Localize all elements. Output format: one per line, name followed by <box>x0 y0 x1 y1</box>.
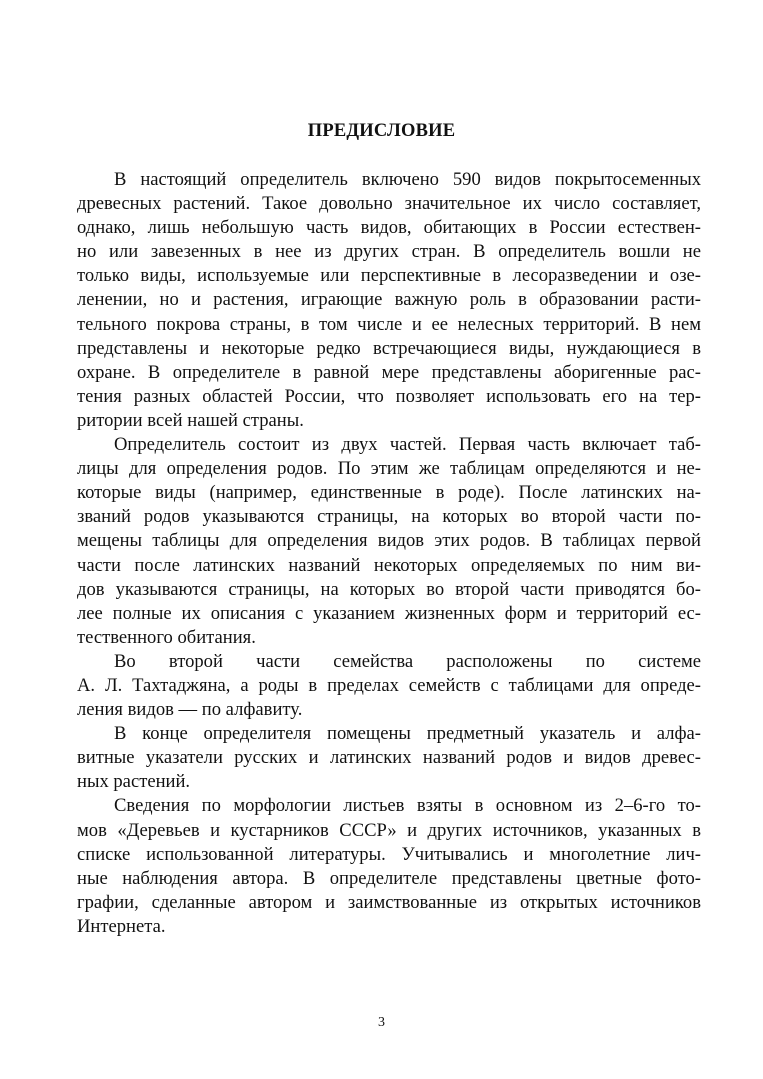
paragraph-families <box>77 650 701 722</box>
text-line: тественного обитания. <box>77 626 256 648</box>
text-line: мещены таблицы для определения видов этих родов. В таблицах первой <box>77 530 701 552</box>
text-line: охране. В определителе в равной мере представлены аборигенные рас- <box>77 361 701 383</box>
text-line: тельного покрова страны, в том числе и ее нелесных территорий. В нем <box>77 313 701 335</box>
text-line: однако, лишь небольшую часть видов, обитающих в России естествен- <box>77 217 701 239</box>
text-line: дов указываются страницы, на которых во второй части приводятся бо- <box>77 578 701 600</box>
text-line: В конце определителя помещены предметный указатель и алфа- <box>114 723 701 745</box>
text-line: витные указатели русских и латинских названий родов и видов древес- <box>77 747 701 769</box>
text-line: лее полные их описания с указанием жизненных форм и территорий ес- <box>77 602 701 624</box>
text-line: которые виды (например, единственные в роде). После латинских на- <box>77 482 701 504</box>
text-line: ритории всей нашей страны. <box>77 409 304 431</box>
text-line: Сведения по морфологии листьев взяты в основном из 2–6-го то- <box>114 795 701 817</box>
text-line: В настоящий определитель включено 590 видов покрытосеменных <box>114 169 701 190</box>
text-line: тения разных областей России, что позволяет использовать его на тер- <box>77 385 701 407</box>
text-line: ные наблюдения автора. В определителе представлены цветные фото- <box>77 867 701 889</box>
text-line: лицы для определения родов. По этим же таблицам определяются и не- <box>77 458 701 480</box>
text-line: списке использованной литературы. Учитывались и многолетние лич- <box>77 843 701 865</box>
text-line: Во второй части семейства расположены по системе <box>114 650 701 672</box>
page-title: ПРЕДИСЛОВИЕ <box>307 121 456 141</box>
text-line: но или завезенных в нее из других стран. В определитель вошли не <box>77 241 701 263</box>
text-line: представлены и некоторые редко встречающиеся виды, нуждающиеся в <box>77 337 701 359</box>
text-line: древесных растений. Такое довольно значительное их число составляет, <box>77 193 701 215</box>
text-line: Определитель состоит из двух частей. Первая часть включает таб- <box>114 434 701 456</box>
text-line: А. Л. Тахтаджяна, а роды в пределах семейств с таблицами для опреде- <box>77 674 701 696</box>
text-line: ных растений. <box>77 771 191 793</box>
text-line: Интернета. <box>77 915 166 937</box>
page-number: 3 <box>378 1015 385 1030</box>
text-line: части после латинских названий некоторых определяемых по ним ви- <box>77 554 701 576</box>
text-line: мов «Деревьев и кустарников СССР» и других источников, указанных в <box>77 819 701 841</box>
text-line: ления видов — по алфавиту. <box>77 699 303 721</box>
body-text <box>77 168 701 939</box>
paragraph-intro <box>77 168 701 433</box>
paragraph-structure <box>77 433 701 650</box>
paragraph-sources <box>77 794 701 939</box>
text-line: только виды, используемые или перспективные в лесоразведении и озе- <box>77 265 701 287</box>
text-line: графии, сделанные автором и заимствованные из открытых источников <box>77 891 701 913</box>
text-line: ленении, но и растения, играющие важную роль в образовании расти- <box>77 289 701 311</box>
text-line: званий родов указываются страницы, на которых во второй части по- <box>77 506 701 528</box>
paragraph-indexes <box>77 722 701 794</box>
